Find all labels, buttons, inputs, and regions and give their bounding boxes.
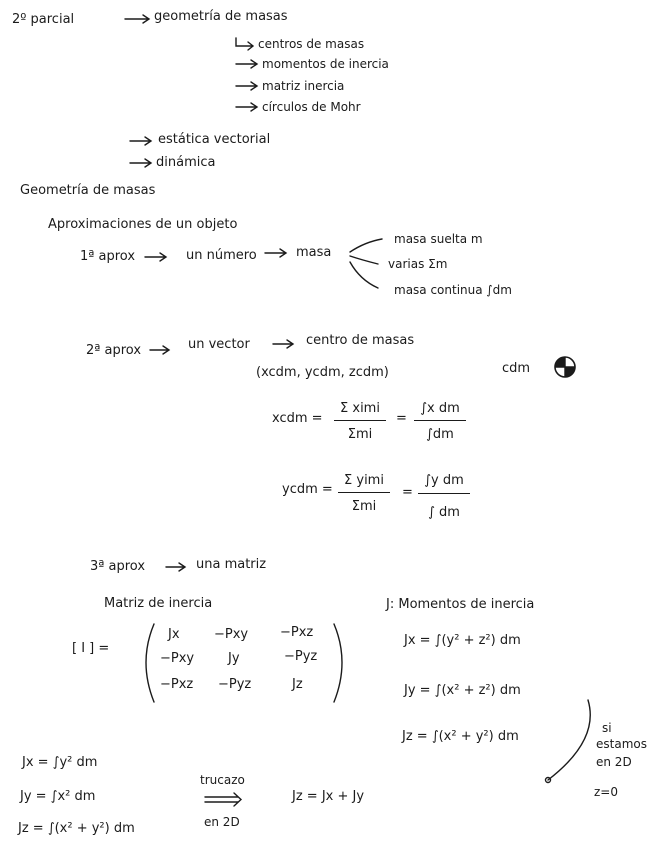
aprox2-coords: (xcdm, ycdm, zcdm) bbox=[256, 365, 389, 380]
note-z0: z=0 bbox=[594, 785, 618, 799]
subtopic-momentos: momentos de inercia bbox=[262, 57, 389, 71]
ycdm-num: Σ yimi bbox=[344, 473, 384, 488]
ycdm-den2: ∫ dm bbox=[428, 505, 460, 520]
arrow-aprox3 bbox=[166, 563, 185, 571]
arrow-aprox1-b bbox=[265, 249, 286, 257]
arrow-topic-2 bbox=[130, 137, 151, 145]
xcdm-lhs: xcdm = bbox=[272, 411, 323, 426]
arrow-sub-3 bbox=[236, 82, 257, 90]
matrix-cell-1-1: Jx bbox=[168, 627, 180, 642]
topic-dinamica: dinámica bbox=[156, 155, 216, 170]
ycdm-bar2 bbox=[418, 493, 470, 494]
ycdm-num2: ∫y dm bbox=[424, 473, 464, 488]
subtopic-mohr: círculos de Mohr bbox=[262, 100, 361, 114]
arrow-topic-3 bbox=[130, 159, 151, 167]
aprox1-result: masa bbox=[296, 245, 332, 260]
xcdm-eq: = bbox=[396, 411, 407, 426]
xcdm-bar2 bbox=[414, 420, 466, 421]
xcdm-num: Σ ximi bbox=[340, 401, 380, 416]
note-en2d: en 2D bbox=[596, 755, 632, 769]
matrix-lhs: [ I ] = bbox=[72, 641, 110, 656]
xcdm-den2: ∫dm bbox=[426, 427, 454, 442]
center-of-mass-icon bbox=[552, 354, 578, 380]
subtopic-centros: centros de masas bbox=[258, 37, 365, 51]
Jz-def: Jz = ∫(x² + y²) dm bbox=[402, 729, 519, 744]
arrow-sub-2 bbox=[236, 60, 257, 68]
matrix-cell-2-3: −Pyz bbox=[284, 649, 318, 664]
parcial-label: 2º parcial bbox=[12, 12, 75, 27]
section-title: Geometría de masas bbox=[20, 183, 156, 198]
matrix-paren-right bbox=[334, 624, 342, 702]
bottom-result: Jz = Jx + Jy bbox=[292, 789, 365, 804]
bottom-Jz: Jz = ∫(x² + y²) dm bbox=[18, 821, 135, 836]
aprox2-result: centro de masas bbox=[306, 333, 415, 348]
matrix-paren-left bbox=[146, 624, 154, 702]
matrix-cell-2-1: −Pxy bbox=[160, 651, 195, 666]
xcdm-bar bbox=[334, 420, 386, 421]
matrix-title: Matriz de inercia bbox=[104, 596, 213, 611]
arrow-aprox1-a bbox=[145, 253, 166, 261]
Jy-def: Jy = ∫(x² + z²) dm bbox=[404, 683, 521, 698]
ycdm-eq: = bbox=[402, 485, 413, 500]
bottom-Jy: Jy = ∫x² dm bbox=[20, 789, 96, 804]
aprox2-label: 2ª aprox bbox=[86, 343, 142, 358]
branch-bot bbox=[350, 262, 378, 288]
aprox2-item: un vector bbox=[188, 337, 250, 352]
aprox1-opt-continua: masa continua ∫dm bbox=[394, 283, 512, 297]
bottom-Jx: Jx = ∫y² dm bbox=[22, 755, 98, 770]
matrix-cell-3-1: −Pxz bbox=[160, 677, 194, 692]
ycdm-lhs: ycdm = bbox=[282, 482, 333, 497]
aprox3-result: una matriz bbox=[196, 557, 267, 572]
arrow-aprox2-b bbox=[273, 340, 293, 348]
trucazo-label: trucazo bbox=[200, 773, 245, 787]
matrix-cell-1-2: −Pxy bbox=[214, 627, 249, 642]
topic-geometria: geometría de masas bbox=[154, 9, 288, 24]
ycdm-bar bbox=[338, 492, 390, 493]
aprox1-opt-varias: varias Σm bbox=[388, 257, 448, 271]
xcdm-den: Σmi bbox=[347, 427, 373, 442]
curve-2d bbox=[548, 700, 590, 780]
xcdm-num2: ∫x dm bbox=[420, 401, 460, 416]
arrow-header-1 bbox=[125, 15, 149, 23]
note-si: si bbox=[602, 721, 612, 735]
arrow-sub-4 bbox=[236, 103, 257, 111]
J-title: J: Momentos de inercia bbox=[386, 597, 535, 612]
cdm-label: cdm bbox=[502, 361, 531, 376]
branch-mid bbox=[350, 256, 378, 264]
aprox1-item: un número bbox=[186, 248, 257, 263]
subtopic-matriz: matriz inercia bbox=[262, 79, 345, 93]
arrow-aprox2-a bbox=[150, 346, 169, 354]
matrix-cell-1-3: −Pxz bbox=[280, 625, 314, 640]
section-subtitle: Aproximaciones de un objeto bbox=[48, 217, 238, 232]
matrix-cell-3-3: Jz bbox=[292, 677, 303, 692]
arrow-sub-1 bbox=[236, 38, 253, 50]
trucazo-arrow bbox=[205, 793, 241, 806]
topic-estatica: estática vectorial bbox=[158, 132, 271, 147]
trucazo-en2d: en 2D bbox=[204, 815, 240, 829]
Jx-def: Jx = ∫(y² + z²) dm bbox=[404, 633, 521, 648]
note-estamos: estamos bbox=[596, 737, 647, 751]
aprox1-opt-suelta: masa suelta m bbox=[394, 232, 483, 246]
matrix-cell-2-2: Jy bbox=[228, 651, 240, 666]
aprox1-label: 1ª aprox bbox=[80, 249, 136, 264]
matrix-cell-3-2: −Pyz bbox=[218, 677, 252, 692]
branch-top bbox=[350, 239, 382, 252]
ycdm-den: Σmi bbox=[351, 499, 377, 514]
aprox3-label: 3ª aprox bbox=[90, 559, 146, 574]
